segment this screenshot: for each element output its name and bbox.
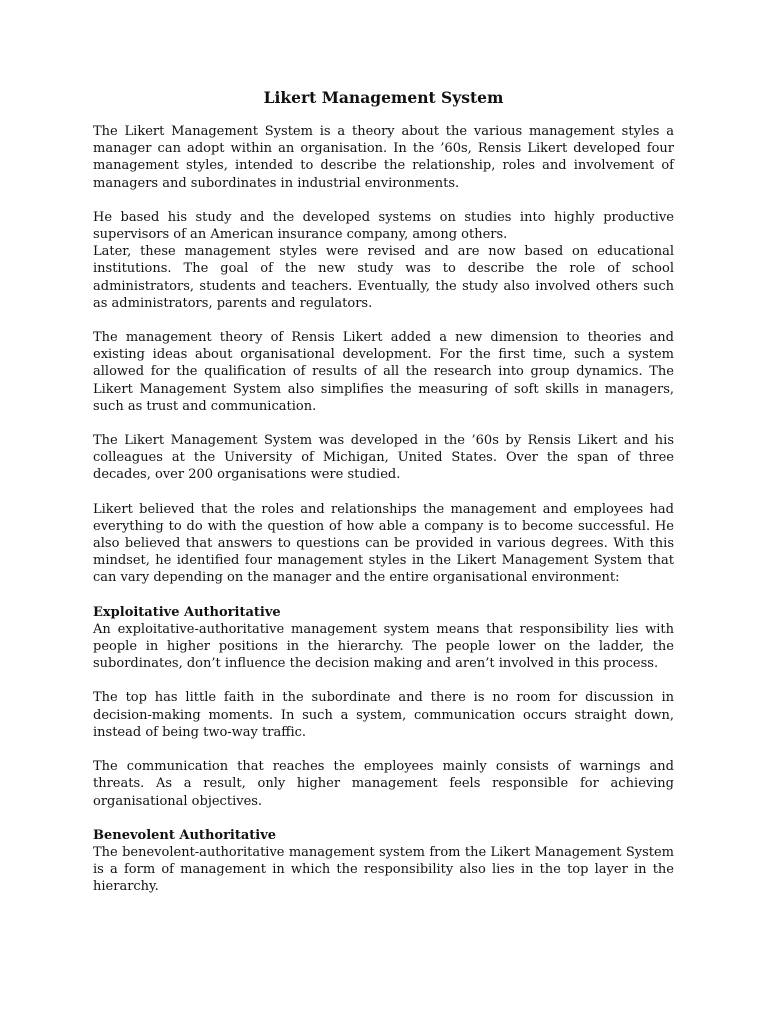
section-heading-benevolent: Benevolent Authoritative bbox=[93, 827, 277, 843]
paragraph-benevolent-1: The benevolent-authoritative management system from the Likert Management System is a form of management in which the responsibility also lies in the top layer in the hierarchy. bbox=[93, 844, 674, 895]
paragraph-exploitative-3: The communication that reaches the employees mainly consists of warnings and threats. As a result, only higher management feels responsible for achieving organisational objectives. bbox=[93, 759, 674, 809]
page-title: Likert Management System bbox=[263, 88, 504, 107]
document-body bbox=[93, 88, 674, 896]
paragraph-revision: Later, these management styles were revised and are now based on educational institutions. The goal of the new study was to describe the role of school administrators, students and teachers. Eventually, the study also involved others such as administrators, parents and regulators. bbox=[93, 244, 674, 311]
paragraph-development: The Likert Management System was developed in the ’60s by Rensis Likert and his colleagues at the University of Michigan, United States. Over the span of three decades, over 200 organisations were studied. bbox=[93, 433, 674, 483]
paragraph-study-basis: He based his study and the developed systems on studies into highly productive supervisors of an American insurance company, among others. bbox=[93, 209, 674, 243]
paragraph-exploitative-2: The top has little faith in the subordinate and there is no room for discussion in decision-making moments. In such a system, communication occurs straight down, instead of being two-way traffic. bbox=[93, 690, 674, 740]
paragraph-exploitative-1: An exploitative-authoritative management system means that responsibility lies with people in higher positions in the hierarchy. The people lower on the ladder, the subordinates, don’t influence the decision making and aren’t involved in this process. bbox=[93, 621, 674, 672]
section-heading-exploitative: Exploitative Authoritative bbox=[93, 604, 281, 620]
paragraph-new-dimension: The management theory of Rensis Likert added a new dimension to theories and existing ideas about organisational development. For the first time, such a system allowed for the qualification of results of all the research into group dynamics. The Likert Management System also simplifies the measuring of soft skills in managers, such as trust and communication. bbox=[93, 330, 674, 414]
paragraph-intro: The Likert Management System is a theory about the various management styles a manager can adopt within an organisation. In the ’60s, Rensis Likert developed four management styles, intended to describe the relationship, roles and involvement of managers and subordinates in industrial environments. bbox=[93, 124, 674, 191]
paragraph-four-styles: Likert believed that the roles and relationships the management and employees had everything to do with the question of how able a company is to become successful. He also believed that answers to questions can be provided in various degrees. With this mindset, he identified four management styles in the Likert Management System that can vary depending on the manager and the entire organisational environment: bbox=[93, 501, 674, 586]
